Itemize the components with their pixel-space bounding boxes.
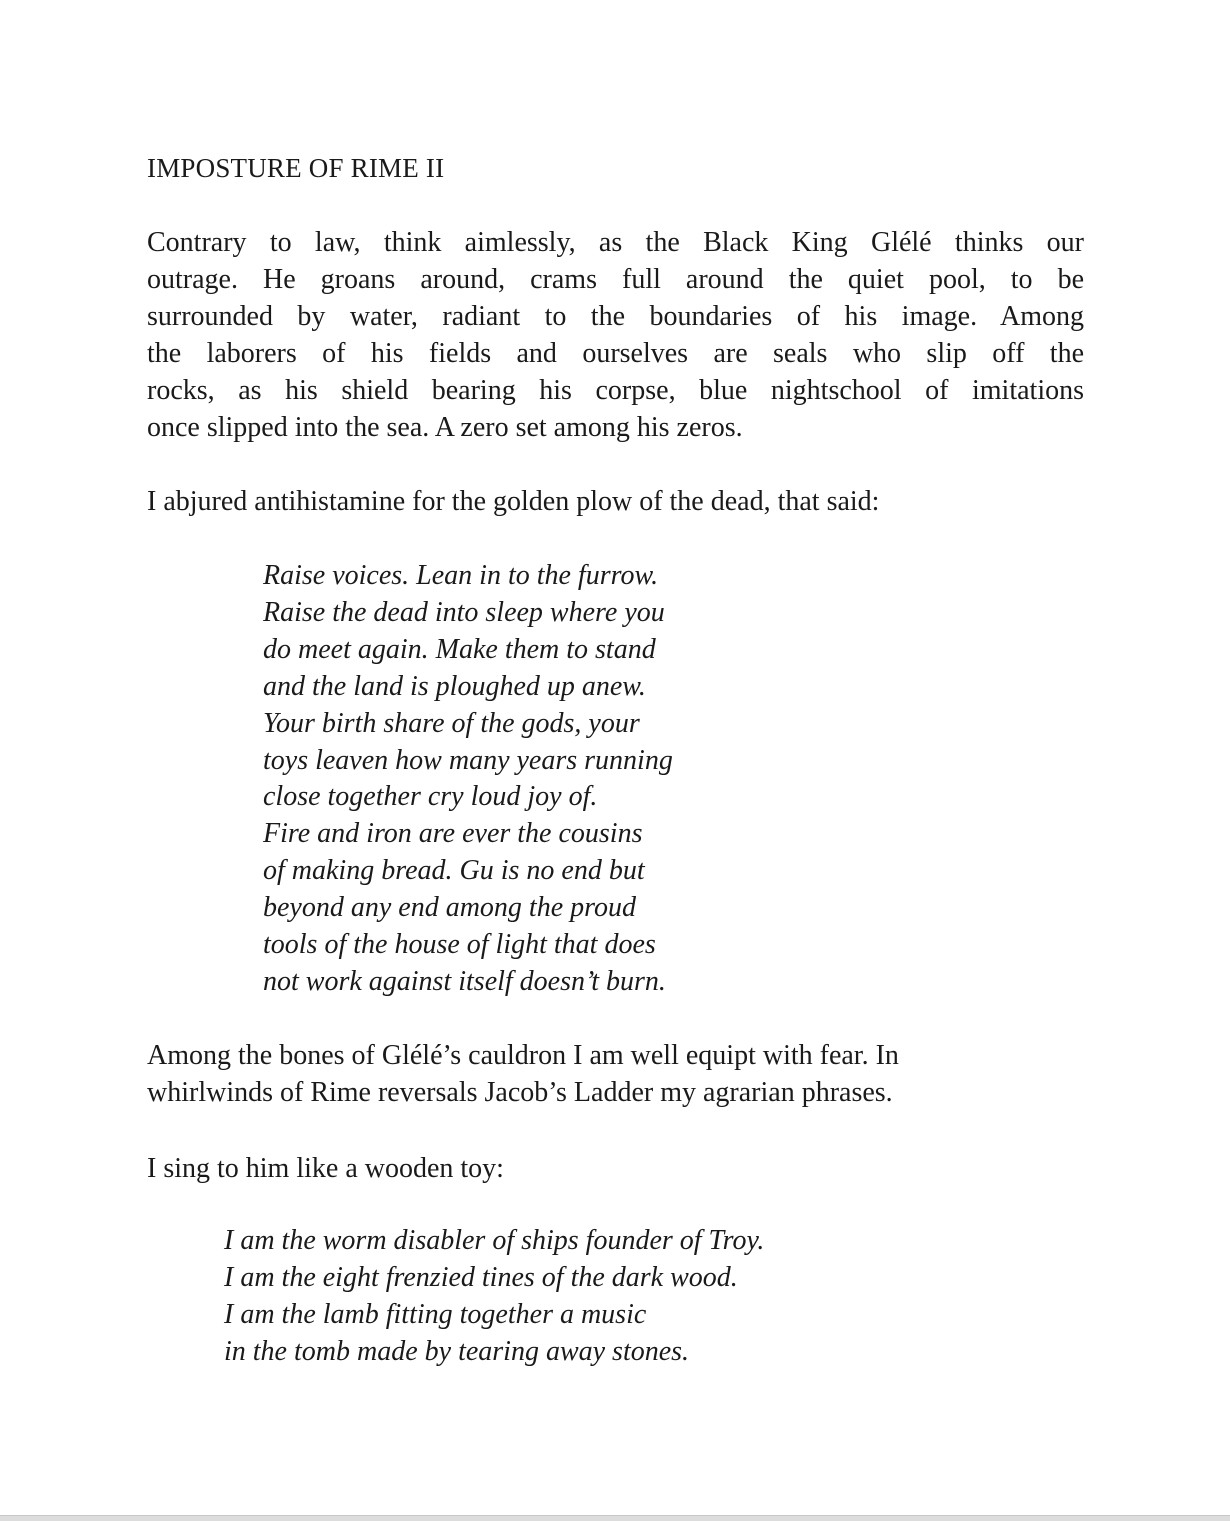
- poem-title: IMPOSTURE OF RIME II: [147, 153, 445, 183]
- prose-line: rocks, as his shield bearing his corpse, blue nightschool of imitations: [147, 375, 1084, 406]
- verse-line: Raise the dead into sleep where you: [263, 596, 665, 628]
- paragraph-cauldron: [147, 1037, 1084, 1111]
- italic-stanza-toy: [224, 1222, 764, 1370]
- verse-line: not work against itself doesn’t burn.: [263, 965, 666, 997]
- prose-line: Among the bones of Glélé’s cauldron I am well equipt with fear. In: [147, 1040, 899, 1071]
- page-bottom-edge: [0, 1515, 1230, 1521]
- verse-line: tools of the house of light that does: [263, 929, 656, 961]
- verse-line: and the land is ploughed up anew.: [263, 670, 646, 702]
- paragraph-opening: [147, 224, 1084, 446]
- paragraph-abjured: I abjured antihistamine for the golden plow of the dead, that said:: [147, 486, 880, 517]
- prose-line: the laborers of his fields and ourselves are seals who slip off the: [147, 338, 1084, 369]
- verse-line: I am the worm disabler of ships founder of Troy.: [224, 1225, 765, 1256]
- verse-line: I am the lamb fitting together a music: [224, 1299, 647, 1330]
- verse-line: in the tomb made by tearing away stones.: [224, 1336, 690, 1367]
- prose-line: once slipped into the sea. A zero set among his zeros.: [147, 412, 743, 443]
- verse-line: I am the eight frenzied tines of the dark wood.: [224, 1262, 738, 1293]
- verse-line: beyond any end among the proud: [263, 892, 636, 924]
- verse-line: Fire and iron are ever the cousins: [263, 818, 643, 850]
- verse-line: Your birth share of the gods, your: [263, 707, 640, 739]
- verse-line: of making bread. Gu is no end but: [263, 855, 645, 887]
- verse-line: do meet again. Make them to stand: [263, 633, 656, 665]
- paragraph-sing: I sing to him like a wooden toy:: [147, 1153, 504, 1184]
- prose-line: Contrary to law, think aimlessly, as the Black King Glélé thinks our: [147, 227, 1084, 258]
- prose-line: surrounded by water, radiant to the boundaries of his image. Among: [147, 301, 1084, 332]
- verse-line: toys leaven how many years running: [263, 744, 673, 776]
- prose-line: whirlwinds of Rime reversals Jacob’s Ladder my agrarian phrases.: [147, 1077, 893, 1108]
- italic-stanza-plow: [263, 558, 673, 1001]
- verse-line: Raise voices. Lean in to the furrow.: [263, 560, 659, 591]
- prose-line: outrage. He groans around, crams full around the quiet pool, to be: [147, 264, 1084, 295]
- verse-line: close together cry loud joy of.: [263, 781, 598, 813]
